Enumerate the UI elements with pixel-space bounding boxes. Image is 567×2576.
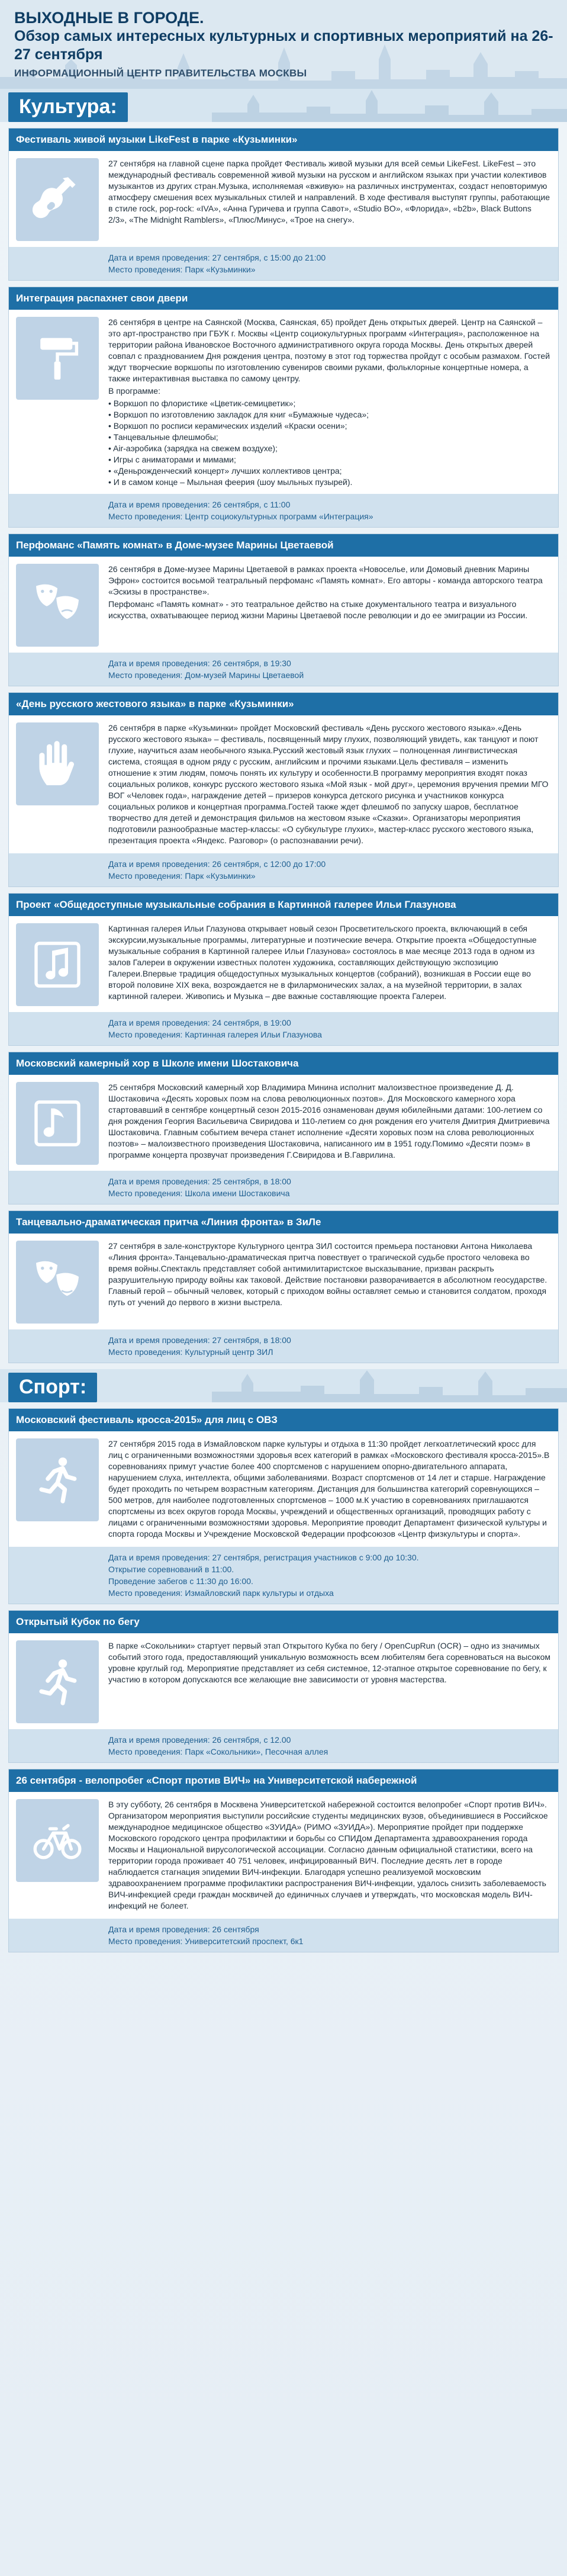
event-date: Дата и время проведения: 25 сентября, в 18:00 — [108, 1177, 291, 1186]
event-title: Танцевально-драматическая притча «Линия фронта» в ЗиЛе — [9, 1211, 558, 1234]
event-paragraph: Перфоманс «Память комнат» - это театральное действо на стыке документального театра и визуального искусства, охватывающее период жизни Марины Цветаевой после революции и до ее эмиграции из России. — [108, 599, 528, 620]
event-card — [8, 1210, 559, 1363]
event-paragraph: В эту субботу, 26 сентября в Москвена Университетской набережной состоится велопробег «Спорт против ВИЧ». Организатором мероприятия выступили российские студенты медицинских вузов, объединившиеся в Российское международное медицинское общество «ЗУИДА» (РИМО «ЗУИДА»). Мероприятие пройдет при поддержке Московского городского центра профилактики и борьбы со СПИДом Департамента здравоохранения города Москвы и Национальной вирусологической ассоциации. Согласно данным официальной статистики, всего на территории города проживает 40 751 человек, инфицированный ВИЧ. Последние десять лет в городе наблюдается стагнация эпидемии ВИЧ-инфекции. Благодаря успешно реализуемой московским здравоохранением программе профилактики распространения ВИЧ-инфекции, удалось снизить заболеваемость ВИЧ-инфекцией среди граждан москвичей до единичных случаев и утверждать, что московская модель ВИЧ-инфекций не болеет. — [108, 1800, 548, 1910]
event-card — [8, 1610, 559, 1763]
event-place: Место проведения: Университетский проспект, 6к1 — [108, 1936, 304, 1946]
event-date: Дата и время проведения: 27 сентября, с 15:00 до 21:00 — [108, 253, 326, 262]
sport-section-header — [0, 1369, 567, 1402]
culture-title: Культура: — [8, 92, 128, 122]
guitar-icon — [16, 158, 99, 241]
event-place: Место проведения: Измайловский парк культуры и отдыха — [108, 1588, 334, 1598]
event-title: Фестиваль живой музыки LikeFest в парке «Кузьминки» — [9, 129, 558, 151]
event-place: Место проведения: Центр социокультурных программ «Интеграция» — [108, 512, 373, 521]
event-date: Дата и время проведения: 26 сентября, с 12.00 — [108, 1735, 291, 1745]
list-item: • Воркшоп по флористике «Цветик-семицветик»; — [108, 399, 296, 408]
event-paragraph: 25 сентября Московский камерный хор Владимира Минина исполнит малоизвестное произведение Д. Д. Шостаковича «Десять хоровых поэм на слова революционных поэтов». Для Московского камерного хора стартовавший в сентябре концертный сезон 2015-2016 ознаменован двумя юбилейными датами: 100-летием со дня рождения Георгия Васильевича Свиридова и 110-летием со дня рождения его учителя Дмитрия Дмитриевича Шостаковича. Главным событием вечера станет исполнение «Десяти хоровых поэм на слова революционных поэтов» – малоизвестного произведения Шостаковича, написанного им в 1951 году.Помимо «Десяти поэм» в программе концерта прозвучат произведения Г.Свиридова и В.Гаврилина. — [108, 1083, 550, 1159]
event-footer — [9, 1171, 558, 1204]
list-item: • И в самом конце – Мыльная феерия (шоу мыльных пузырей). — [108, 477, 353, 487]
event-title: Перфоманс «Память комнат» в Доме-музее Марины Цветаевой — [9, 534, 558, 557]
event-description — [108, 1082, 551, 1165]
event-paragraph: В парке «Сокольники» стартует первый этап Открытого Кубка по бегу / OpenCupRun (OCR) – одно из значимых событий этого года, предоставляющий уникальную возможность всем любителям бега соревноваться на высоком уровне круглый год. Мероприятие представляет из себя системное, 12-этапное открытое соревнование по бегу, к участию в котором допускаются все желающие вне зависимости от уровня мастерства. — [108, 1641, 551, 1684]
event-description — [108, 564, 551, 647]
event-extra: Открытие соревнований в 11:00. — [108, 1565, 234, 1574]
event-title: «День русского жестового языка» в парке «Кузьминки» — [9, 693, 558, 715]
event-footer — [9, 853, 558, 886]
header — [0, 0, 567, 89]
program-list — [108, 398, 551, 488]
event-footer — [9, 247, 558, 280]
event-title: Московский фестиваль кросса-2015» для лиц с ОВЗ — [9, 1409, 558, 1431]
event-paragraph: 27 сентября в зале-конструкторе Культурного центра ЗИЛ состоится премьера постановки Антона Николаева «Линия фронта».Танцевально-драматическая притча повествует о трагической судьбе простого человека во время войны.Спектакль представляет собой антимилитаристское высказывание, призван раскрыть разрушительную природу войны как таковой. Действие постановки разворачивается в абсолютном геосударстве. Главный герой – обычный человек, который с приходом войны оставляет семью и становится солдатом, проходя путь от учений до первого в жизни выстрела. — [108, 1241, 547, 1307]
event-paragraph: 26 сентября в парке «Кузьминки» пройдет Московский фестиваль «День русского жестового языка».«День русского жестового языка» – фестиваль, посвященный миру глухих, позволяющий увидеть, как танцуют и поют глухие, научиться азам необычного языка.Русский жестовый язык глухих – полноценная лингвистическая система, стоящая в одном ряду с русским, английским и прочими языками.Цель фестиваля – изменить отношение к этим людям, помочь понять их культуру и особенности.В программу мероприятия входят показ социальных роликов, конкурс русского жестового языка «Мой язык - мой друг», церемония вручения премии МГО ВОГ «Человек года», награждение детей – призеров конкурса детского рисунка и участников конкурса социальных роликов и концертная программа.Гостей также ждет флешмоб по запуску шаров, бесплатное творчество для детей и демонстрация фильмов на жестовом языке «Сказки». Организаторы мероприятия подготовили разнообразные мастер-классы: «О субкультуре глухих», мастер-класс русского жестового языка, презентация проекта «Яндекс. Разговор» (о распознавании речи). — [108, 723, 549, 845]
music-note-icon — [16, 923, 99, 1006]
event-place: Место проведения: Культурный центр ЗИЛ — [108, 1347, 273, 1357]
bicycle-icon — [16, 1799, 99, 1882]
event-card — [8, 128, 559, 281]
runner-icon — [16, 1438, 99, 1521]
sport-title: Спорт: — [8, 1373, 97, 1402]
event-paragraph: 27 сентября на главной сцене парка пройдет Фестиваль живой музыки для всей семьи LikeFest. LikeFest – это международный фестиваль современной живой музыки на русском и английском языках при участии колективов музыкантов из других стран.Музыка, исполняемая «вживую» на различных инструментах, создаст неповторимую атмосферу смешения всех музыкальных стилей и направлений. В ходе фестиваля выступят группы, работающие в стиле rock, pop-rock: «IVA», «Анна Гуричева и группа Савот», «Studio BO», «Флорида», «b2b», Black Buttons 2/3», «The Midnight Ramblers», «Плюс/Минус», «Трое на снегу». — [108, 159, 550, 224]
event-footer — [9, 1547, 558, 1604]
event-title: 26 сентября - велопробег «Спорт против ВИЧ» на Университетской набережной — [9, 1769, 558, 1792]
page-title: ВЫХОДНЫЕ В ГОРОДЕ. — [14, 9, 204, 27]
event-title: Открытый Кубок по бегу — [9, 1611, 558, 1633]
event-place: Место проведения: Парк «Кузьминки» — [108, 265, 256, 274]
event-date: Дата и время проведения: 27 сентября, в 18:00 — [108, 1335, 291, 1345]
event-title: Московский камерный хор в Школе имени Шостаковича — [9, 1052, 558, 1075]
event-footer — [9, 1012, 558, 1045]
event-card — [8, 1408, 559, 1604]
event-place: Место проведения: Школа имени Шостаковича — [108, 1189, 290, 1198]
list-item: • Игры с аниматорами и мимами; — [108, 455, 236, 464]
event-card — [8, 1052, 559, 1205]
event-footer — [9, 494, 558, 527]
paint-roller-icon — [16, 317, 99, 400]
list-item: • «Деньрожденческий концерт» лучших коллективов центра; — [108, 466, 342, 476]
runner-icon — [16, 1640, 99, 1723]
event-footer — [9, 1329, 558, 1363]
event-date: Дата и время проведения: 26 сентября — [108, 1925, 259, 1934]
event-footer — [9, 653, 558, 686]
event-date: Дата и время проведения: 26 сентября, с 11:00 — [108, 500, 291, 509]
event-paragraph: 26 сентября в центре на Саянской (Москва, Саянская, 65) пройдет День открытых дверей. Центр на Саянской – это арт-пространство при ГБУК г. Москвы «Центр социокультурных программ «Интеграция», расположенное на территории района Ивановское Восточного административного округа города Москвы. День открытых дверей совпал с празднованием Дня рождения центра, поэтому в этот год торжества пройдут с особым размахом. Гостей ждут творческие воркшопы по изготовлению сувениров своими руками, фольклорные концертные номера, а также интерактивная выставка по самому центру. — [108, 317, 550, 383]
list-item: • Воркшоп по изготовлению закладок для книг «Бумажные чудеса»; — [108, 410, 369, 419]
event-place: Место проведения: Парк «Кузьминки» — [108, 871, 256, 881]
skyline-icon — [212, 1369, 567, 1402]
event-place: Место проведения: Картинная галерея Ильи Глазунова — [108, 1030, 322, 1039]
event-date: Дата и время проведения: 26 сентября, в 19:30 — [108, 659, 291, 668]
list-item: • Air-аэробика (зарядка на свежем воздухе); — [108, 444, 278, 453]
theater-masks-icon — [16, 1241, 99, 1324]
event-place: Место проведения: Дом-музей Марины Цветаевой — [108, 670, 304, 680]
event-description — [108, 722, 551, 847]
event-date: Дата и время проведения: 26 сентября, с 12:00 до 17:00 — [108, 859, 326, 869]
event-card — [8, 534, 559, 686]
event-card — [8, 1769, 559, 1952]
event-description — [108, 1438, 551, 1541]
event-footer — [9, 1729, 558, 1762]
event-paragraph: В программе: — [108, 386, 160, 396]
event-description — [108, 1799, 551, 1913]
page-subtitle: Обзор самых интересных культурных и спортивных мероприятий на 26-27 сентября — [14, 28, 553, 63]
event-place: Место проведения: Парк «Сокольники», Песочная аллея — [108, 1747, 328, 1756]
event-card — [8, 692, 559, 887]
event-date: Дата и время проведения: 24 сентября, в 19:00 — [108, 1018, 291, 1027]
event-card — [8, 893, 559, 1046]
event-description — [108, 158, 551, 241]
event-paragraph: 26 сентября в Доме-музее Марины Цветаевой в рамках проекта «Новоселье, или Домовый дневник Марины Эфрон» состоится восьмой театральный перфоманс «Память комнат». Его авторы - команда авторского театра «Эскизы в пространстве». — [108, 564, 543, 596]
music-note-icon — [16, 1082, 99, 1165]
list-item: • Танцевальные флешмобы; — [108, 432, 218, 442]
event-description — [108, 1241, 551, 1324]
hand-icon — [16, 722, 99, 805]
event-description — [108, 317, 551, 488]
event-card — [8, 287, 559, 528]
event-description — [108, 1640, 551, 1723]
event-title: Проект «Общедоступные музыкальные собрания в Картинной галерее Ильи Глазунова — [9, 894, 558, 916]
event-paragraph: 27 сентября 2015 года в Измайловском парке культуры и отдыха в 11:30 пройдет легкоатлетический кросс для лиц с ограниченными возможностями здоровья всех категорий в рамках «Московского фестиваля кросса-2015».В соревнованиях примут участие более 400 спортсменов с нарушением опорно-двигательного аппарата, нарушением слуха, интеллекта, общими заболеваниями. Возраст спортсменов от 14 лет и старше. Награждение будет проходить по четырем возрастным категориям. Дистанция для большинства категорий соревнующихся – 500 метров, для наиболее подготовленных спортсменов – 1000 м.К участию в соревнованиях приглашаются спортсмены из всех округов города Москвы, учреждений и общественных организаций, проводящих работу с лицами с ограниченными возможностями здоровья. Мероприятие проводит Департамент физической культуры и спорта города Москвы и Учреждение Московской Федерации профсоюзов «Центр физкультуры и спорта». — [108, 1439, 550, 1538]
event-description — [108, 923, 551, 1006]
event-date: Дата и время проведения: 27 сентября, регистрация участников с 9:00 до 10:30. — [108, 1553, 419, 1562]
event-extra: Проведение забегов с 11:30 до 16:00. — [108, 1576, 253, 1586]
theater-masks-icon — [16, 564, 99, 647]
event-paragraph: Картинная галерея Ильи Глазунова открывает новый сезон Просветительского проекта, включающий в себя экскурсии,музыкальные программы, литературные и поэтические вечера. Открытие проекта «Общедоступные музыкальные собрания в Картинной галерее Ильи Глазунова» состоялось в мае месяце 2013 года в одном из залов Галереи в окружении известных полотен художника, составляющих действующую экспозицию Галереи.Впервые традиция общедоступных музыкальных концертов (собраний), возникшая в России еще во второй половине XIX века, возрождается не в филармонических залах, а на музейной территории, в залах картинной галереи. Живопись и Музыка – две важные составляющие проекта Галереи. — [108, 924, 537, 1001]
source-label: ИНФОРМАЦИОННЫЙ ЦЕНТР ПРАВИТЕЛЬСТВА МОСКВЫ — [14, 68, 307, 79]
culture-section-header — [0, 89, 567, 122]
event-footer — [9, 1919, 558, 1952]
skyline-icon — [212, 89, 567, 122]
list-item: • Воркшоп по росписи керамических изделий «Краски осени»; — [108, 421, 347, 431]
event-title: Интеграция распахнет свои двери — [9, 287, 558, 310]
